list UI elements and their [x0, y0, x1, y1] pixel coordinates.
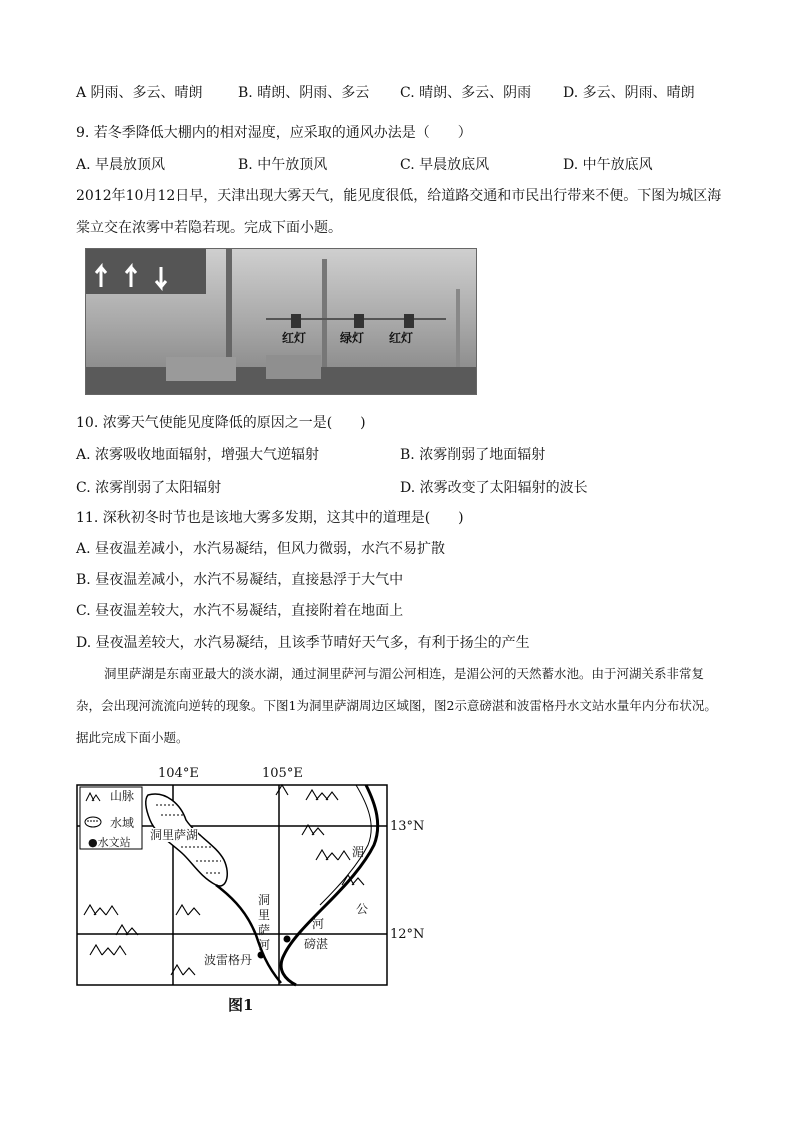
traffic-light-icon — [404, 314, 414, 328]
q11-option-c: C. 昼夜温差较大，水汽不易凝结，直接附着在地面上 — [76, 603, 404, 619]
station-prek-kdam-label: 波雷格丹 — [204, 953, 253, 967]
traffic-light-icon — [291, 314, 301, 328]
photo-label-green: 绿灯 — [340, 331, 365, 345]
q8-option-b: B. 晴朗、阴雨、多云 — [238, 85, 370, 101]
traffic-light-icon — [354, 314, 364, 328]
lon-label-105e: 105°E — [262, 766, 303, 781]
legend-mountain-label: 山脉 — [110, 789, 135, 803]
river-label-char-2: 里 — [258, 908, 271, 922]
fog-intro: 2012年10月12日早，天津出现大雾天气，能见度很低，给道路交通和市民出行带来不便。下图为城区海棠立交在浓雾中若隐若现。完成下面小题。 — [76, 188, 722, 236]
q9-option-b: B. 中午放顶风 — [238, 157, 328, 173]
q9-option-d: D. 中午放底风 — [563, 157, 653, 173]
q9-option-a: A. 早晨放顶风 — [76, 157, 166, 173]
lon-label-104e: 104°E — [158, 766, 199, 781]
fog-photo-scene — [86, 249, 476, 394]
river-label-char-4: 河 — [258, 938, 271, 952]
lake-passage: 洞里萨湖是东南亚最大的淡水湖，通过洞里萨河与湄公河相连，是湄公河的天然蓄水池。由于河湖关系非常复杂，会出现河流流向逆转的现象。下图1为洞里萨湖周边区域图，图2示意磅湛和波雷格丹水文站水量年内分布状况。据此完成下面小题。 — [76, 666, 717, 745]
station-kampong-cham-label: 磅湛 — [304, 937, 329, 951]
q8-option-c: C. 晴朗、多云、阴雨 — [400, 85, 532, 101]
water-icon — [85, 817, 101, 827]
q9-option-c: C. 早晨放底风 — [400, 157, 490, 173]
lat-label-12n: 12°N — [390, 927, 425, 942]
q10-option-b: B. 浓雾削弱了地面辐射 — [400, 447, 546, 463]
lake-label: 洞里萨湖 — [150, 828, 199, 842]
legend-water-label: 水域 — [110, 816, 135, 830]
fog-photo — [85, 248, 477, 395]
q8-option-d: D. 多云、阴雨、晴朗 — [563, 85, 695, 101]
figure-caption: 图1 — [228, 996, 254, 1014]
photo-label-red-1: 红灯 — [282, 331, 307, 345]
bus — [166, 357, 236, 381]
q11-option-b: B. 昼夜温差减小，水汽不易凝结，直接悬浮于大气中 — [76, 572, 404, 588]
station-prek-kdam-marker — [258, 952, 265, 959]
mekong-label-char-3: 河 — [312, 917, 325, 931]
q10-option-a: A. 浓雾吸收地面辐射，增强大气逆辐射 — [76, 447, 320, 463]
q10-option-d: D. 浓雾改变了太阳辐射的波长 — [400, 480, 588, 496]
q10-option-c: C. 浓雾削弱了太阳辐射 — [76, 480, 222, 496]
q8-option-a: A 阴雨、多云、晴朗 — [76, 85, 203, 101]
legend-station-label: ●水文站 — [88, 836, 131, 849]
q11-option-a: A. 昼夜温差减小，水汽易凝结，但风力微弱，水汽不易扩散 — [76, 541, 446, 557]
map-figure — [76, 765, 425, 990]
q9-stem: 9. 若冬季降低大棚内的相对湿度，应采取的通风办法是（ ） — [76, 125, 472, 141]
mekong-label-char-2: 公 — [356, 902, 369, 916]
lat-label-13n: 13°N — [390, 819, 425, 834]
river-label-char-1: 洞 — [258, 893, 271, 907]
station-kampong-cham-marker — [284, 936, 291, 943]
photo-label-red-2: 红灯 — [389, 331, 414, 345]
bus — [266, 355, 321, 379]
q11-stem: 11. 深秋初冬时节也是该地大雾多发期，这其中的道理是( ) — [76, 510, 464, 526]
q11-option-d: D. 昼夜温差较大，水汽易凝结，且该季节晴好天气多，有利于扬尘的产生 — [76, 635, 530, 651]
river-label-char-3: 萨 — [258, 923, 271, 937]
q10-stem: 10. 浓雾天气使能见度降低的原因之一是( ) — [76, 415, 366, 431]
mekong-label-char-1: 湄 — [352, 845, 365, 859]
